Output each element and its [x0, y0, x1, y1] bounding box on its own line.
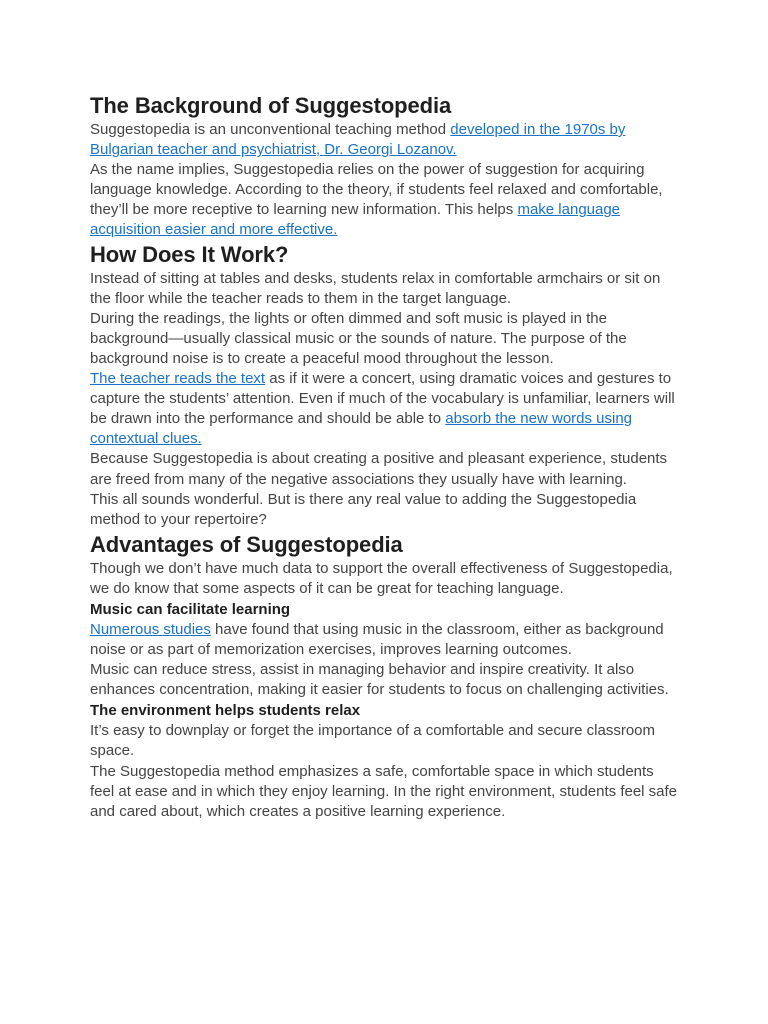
link-language-acquisition[interactable]: make language acquisition easier and more effective. [90, 201, 621, 239]
paragraph-text: Suggestopedia is an unconventional teaching method [90, 121, 451, 138]
paragraph-how-3 [90, 369, 682, 449]
link-teacher-reads-text[interactable]: The teacher reads the text [90, 370, 266, 388]
article-body [90, 92, 682, 822]
paragraph-advantages-1: Though we don’t have much data to support the overall effectiveness of Suggestopedia, we do know that some aspects of it can be great for teaching language. [90, 559, 673, 597]
paragraph-text: As the name implies, Suggestopedia relies on the power of suggestion for acquiring language knowledge. According to the theory, if students feel relaxed and comfortable, they’ll be more receptive to learning new information. This helps [90, 161, 663, 219]
paragraph-text: as if it were a concert, using dramatic voices and gestures to capture the students’ attention. Even if much of the vocabulary is unfamiliar, learners will be drawn into the performance and should be able to [90, 370, 675, 428]
link-contextual-clues[interactable]: absorb the new words using contextual clues. [90, 410, 633, 448]
paragraph-how-2: During the readings, the lights or often dimmed and soft music is played in the background—usually classical music or the sounds of nature. The purpose of the background noise is to create a peaceful mood throughout the lesson. [90, 309, 627, 367]
link-developed-1970s[interactable]: developed in the 1970s by Bulgarian teacher and psychiatrist, Dr. Georgi Lozanov. [90, 121, 626, 159]
paragraph-music-1 [90, 620, 682, 660]
subheading-environment: The environment helps students relax [90, 702, 361, 720]
paragraph-how-4: Because Suggestopedia is about creating a positive and pleasant experience, students are freed from many of the negative associations they usually have with learning. [90, 450, 668, 488]
paragraph-how-1: Instead of sitting at tables and desks, students relax in comfortable armchairs or sit on the floor while the teacher reads to them in the target language. [90, 269, 661, 307]
paragraph-music-2: Music can reduce stress, assist in managing behavior and inspire creativity. It also enhances concentration, making it easier for students to focus on challenging activities. [90, 661, 669, 699]
heading-background: The Background of Suggestopedia [90, 93, 452, 118]
paragraph-environment-2: The Suggestopedia method emphasizes a safe, comfortable space in which students feel at ease and in which they enjoy learning. In the right environment, students feel safe and cared about, which creates a positive learning experience. [90, 762, 678, 820]
paragraph-text: have found that using music in the classroom, either as background noise or as part of memorization exercises, improves learning outcomes. [90, 620, 664, 659]
paragraph-environment-1: It’s easy to downplay or forget the importance of a comfortable and secure classroom space. [90, 722, 656, 760]
link-numerous-studies[interactable]: Numerous studies [90, 620, 211, 638]
paragraph-background-1 [90, 120, 682, 160]
paragraph-background-2 [90, 160, 682, 240]
heading-advantages: Advantages of Suggestopedia [90, 531, 403, 557]
heading-how-does-it-work: How Does It Work? [90, 241, 289, 267]
paragraph-how-5: This all sounds wonderful. But is there any real value to adding the Suggestopedia method to your repertoire? [90, 490, 637, 528]
subheading-music: Music can facilitate learning [90, 600, 291, 618]
